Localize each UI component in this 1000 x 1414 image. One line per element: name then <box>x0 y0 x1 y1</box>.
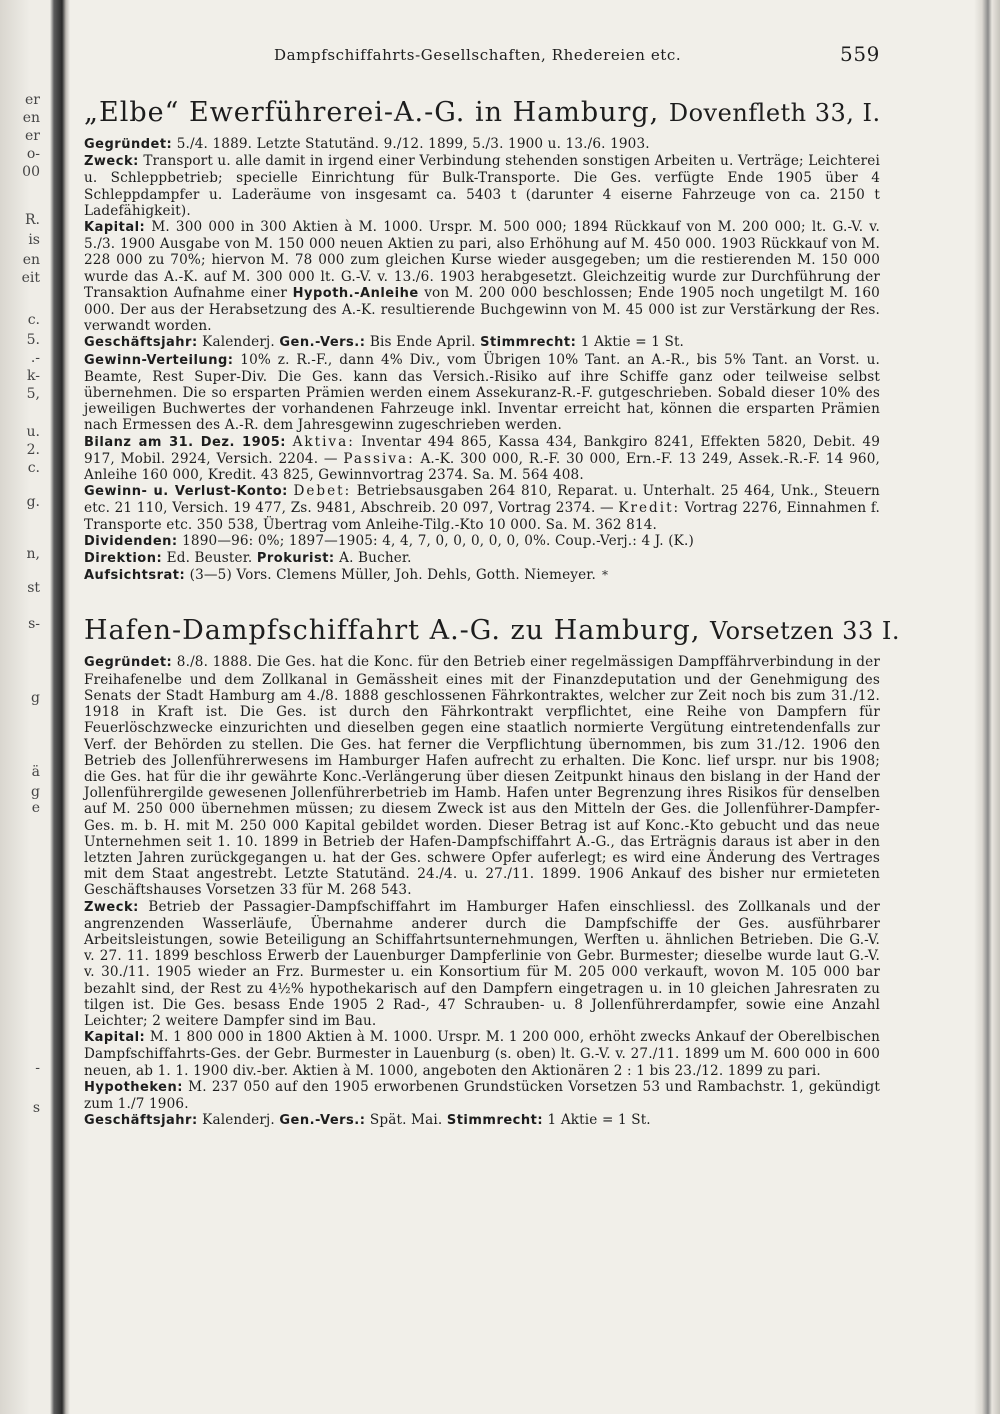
company-name: Hafen-Dampfschiffahrt A.-G. zu Hamburg, <box>84 615 701 647</box>
entry-paragraph <box>84 567 880 584</box>
entry-paragraph <box>84 219 880 334</box>
margin-fragment: 5, <box>26 386 40 402</box>
entry-paragraph <box>84 153 880 219</box>
field-text: Bis Ende April. <box>369 334 476 351</box>
field-label: Bilanz am 31. Dez. 1905: <box>84 434 286 450</box>
field-text: A. Bucher. <box>339 550 412 567</box>
margin-fragment: en <box>22 252 40 268</box>
subfield-label: Passiva: <box>343 450 415 467</box>
running-head <box>84 40 880 68</box>
field-label: Stimmrecht: <box>446 1113 544 1129</box>
field-text: 8./8. 1888. Die Ges. hat die Konc. für den Betrieb einer regelmässigen Dampffährverbindung in der Freihafenelbe und dem Zollkanal in Gemässheit eines mit der Finanzdeputation und der Genehmigung des Senats der Stadt Hamburg am 4./8. 1888 geschlossenen Fährkontraktes, welcher zur Zeit noch bis zum 31./12. 1918 in Kraft ist. Die Ges. ist durch den Fährkontrakt verpflichtet, eine Reihe von Dampfern für Feuerlöschzwecke einzurichten und dieselben gegen eine staatlich normierte Vergütung eintretendenfalls zur Verf. der Behörden zu stellen. Die Ges. hat ferner die Verpflichtung übernommen, bis zum 31./12. 1906 den Betrieb des Jollenführerwesens im Hamburger Hafen aufrecht zu erhalten. Die Konc. lief urspr. nur bis 1908; die Ges. hat für die ihr gewährte Konc.-Verlängerung über diesen Zeitpunkt hinaus den bislang in der Hand der Jollenführergilde gewesenen Jollenführerbetrieb im Hamb. Hafen unter Begrenzung ihres Risikos für denselben auf M. 250 000 übernehmen müssen; zu diesem Zweck ist aus den Mitteln der Ges. die Jollenführer-Dampfer-Ges. m. b. H. mit M. 250 000 Kapital gebildet worden. Dieser Betrag ist auf Konc.-Kto gebucht und das neue Unternehmen seit 1. 10. 1899 in Betrieb der Hafen-Dampfschiffahrt A.-G., das Erträgnis daraus ist aber in den letzten Jahren zurückgegangen u. hat der Ges. schwere Opfer auferlegt; es wird eine Änderung des Vertrages mit dem Staat angestrebt. Letzte Statutänd. 24./4. u. 27./11. 1899. 1906 Ankauf des bisher nur ermieteten Geschäftshauses Vorsetzen 33 für M. 268 543. <box>84 654 880 899</box>
field-text: Kalenderj. <box>202 334 275 351</box>
field-label: Kapital: <box>84 1030 146 1046</box>
field-label: Gen.-Vers.: <box>279 1113 366 1129</box>
margin-fragment: 2. <box>26 442 40 458</box>
margin-fragment: 5. <box>26 332 40 348</box>
margin-fragment: ä <box>31 764 40 780</box>
margin-fragment: st <box>27 580 40 596</box>
field-label: Direktion: <box>84 551 163 567</box>
margin-fragment: s- <box>28 616 40 632</box>
entry-paragraph <box>84 533 880 550</box>
margin-fragment: .- <box>30 350 40 366</box>
margin-fragment: er <box>25 92 40 108</box>
field-text: Betrieb der Passagier-Dampfschiffahrt im Hamburger Hafen einschliessl. des Zollkanals und der angrenzenden Wasserläufe, Übernahme anderer durch die Dampfschiffe der Ges. ausführbarer Arbeitsleistungen, sowie Beteiligung an Schiffahrtsunternehmungen, Werften u. ähnlichen Betrieben. Die G.-V. v. 27. 11. 1899 beschloss Erwerb der Lauenburger Dampferlinie von Gebr. Burmester; dieselbe wurde laut G.-V. v. 30./11. 1905 wieder an Frz. Burmester u. ein Konsortium für M. 205 000 verkauft, wovon M. 105 000 bar bezahlt sind, der Rest zu 4½% hypothekarisch auf den Dampfern eingetragen u. in 10 gleichen Jahresraten zu tilgen ist. Die Ges. besass Ende 1905 2 Rad-, 47 Schrauben- u. 8 Jollenführerdampfer, sowie eine Anzahl Leichter; 2 weitere Dampfer sind im Bau. <box>84 898 880 1029</box>
margin-fragment: en <box>22 110 40 126</box>
company-address: Vorsetzen 33 I. <box>710 617 900 646</box>
field-text: von M. 200 000 beschlossen; Ende 1905 noch ungetilgt M. 160 000. Der aus der Herabsetzung des A.-K. resultierende Buchgewinn von M. 45 000 ist zur Verstärkung der Res. verwandt worden. <box>84 284 880 335</box>
margin-fragment: s <box>32 1100 40 1116</box>
field-label: Hypotheken: <box>84 1079 183 1095</box>
field-text: A.-K. 300 000, R.-F. 30 000, Ern.-F. 13 249, Assek.-R.-F. 14 960, Anleihe 160 000, Kredit. 43 825, Gewinnvortrag 2374. Sa. M. 564 408. <box>84 450 880 484</box>
field-text: M. 1 800 000 in 1800 Aktien à M. 1000. Urspr. M. 1 200 000, erhöht zwecks Ankauf der Oberelbischen Dampfschiffahrts-Ges. der Gebr. Burmester in Lauenburg (s. oben) lt. G.-V. v. 27./11. 1899 um M. 600 000 in 600 neuen, ab 1. 1. 1900 div.-ber. Aktien à M. 1000, angeboten den Aktionären 2 : 1 bis 23./12. 1899 zu pari. <box>84 1029 880 1079</box>
margin-fragment: er <box>25 128 40 144</box>
page-edge-right <box>974 0 1000 1414</box>
entry-paragraph <box>84 550 880 567</box>
field-text: Inventar 494 865, Kassa 434, Bankgiro 8241, Effekten 5820, Debit. 49 917, Mobil. 2924, Versich. 2204. — <box>84 433 880 467</box>
margin-fragment: o- <box>26 146 40 162</box>
company-address: Dovenfleth 33, I. <box>668 99 881 127</box>
entry-paragraph <box>84 352 880 434</box>
field-label: Geschäftsjahr: <box>84 335 198 351</box>
footnote-mark: * <box>601 568 609 583</box>
field-text: 1890—96: 0%; 1897—1905: 4, 4, 7, 0, 0, 0, 0, 0, 0%. Coup.-Verj.: 4 J. (K.) <box>182 532 694 549</box>
page-content <box>84 40 900 1129</box>
field-text: Ed. Beuster. <box>166 550 253 567</box>
field-text: 10% z. R.-F., dann 4% Div., vom Übrigen 10% Tant. an A.-R., bis 5% Tant. an Vorst. u. Beamte, Rest Super-Div. Die Ges. kann das Versich.-Risiko auf ihre Schiffe ganz oder teilweise selbst übernehmen. Die so ersparten Prämien werden einem Assekuranz-R.-F. gutgeschrieben. Sobald dieser 10% des jeweiligen Buchwertes der vorhandenen Fahrzeuge inkl. Inventar erreicht hat, können die ersparten Prämien nach Ermessen des A.-R. dem Jahresgewinn zugeschrieben werden. <box>84 351 880 434</box>
field-label: Prokurist: <box>256 551 335 567</box>
field-label: Aufsichtsrat: <box>84 568 186 584</box>
margin-fragment: g. <box>26 494 40 510</box>
field-text: (3—5) Vors. Clemens Müller, Joh. Dehls, Gotth. Niemeyer. <box>189 567 596 584</box>
field-label: Geschäftsjahr: <box>84 1113 198 1129</box>
margin-fragment: g <box>31 784 40 800</box>
field-text: M. 300 000 in 300 Aktien à M. 1000. Urspr. M. 500 000; 1894 Rückkauf von M. 200 000; lt. G.-V. v. 5./3. 1900 Ausgabe von M. 150 000 neuen Aktien zu pari, also Erhöhung auf M. 450 000. 1903 Rückkauf von M. 228 000 zu 70%; hiervon M. 78 000 zum gleichen Kurse wieder ausgegeben; um die restierenden M. 150 000 wurde das A.-K. auf M. 300 000 lt. G.-V. v. 13./6. 1903 herabgesetzt. Gleichzeitig wurde zur Durchführung der Transaktion Aufnahme einer <box>84 219 880 301</box>
margin-fragment: - <box>35 1060 40 1076</box>
field-label: Stimmrecht: <box>480 335 577 351</box>
field-text: M. 237 050 auf den 1905 erworbenen Grundstücken Vorsetzen 53 und Rambachstr. 1, gekündigt zum 1./7 1906. <box>84 1078 880 1112</box>
field-label: Dividenden: <box>84 533 178 549</box>
field-label: Hypoth.-Anleihe <box>292 285 419 301</box>
margin-fragment: c. <box>27 312 40 328</box>
entry-paragraph <box>84 899 880 1030</box>
entry-body <box>84 136 880 584</box>
margin-fragment: R. <box>25 212 40 228</box>
entry-paragraph <box>84 483 880 533</box>
field-label: Zweck: <box>84 154 139 170</box>
margin-fragment: k- <box>27 368 40 384</box>
margin-fragment: e <box>31 800 40 816</box>
company-title <box>84 96 880 130</box>
subfield-label: Kredit: <box>618 500 681 517</box>
field-label: Kapital: <box>84 220 146 236</box>
company-entry-elbe <box>84 96 880 584</box>
entry-paragraph <box>84 1112 880 1129</box>
entry-paragraph <box>84 1029 880 1079</box>
company-name: „Elbe“ Ewerführerei-A.-G. in Hamburg, <box>84 97 660 128</box>
margin-fragment: n, <box>26 546 40 562</box>
page-number: 559 <box>840 42 880 66</box>
field-text: 5./4. 1889. Letzte Statutänd. 9./12. 1899, 5./3. 1900 u. 13./6. 1903. <box>176 136 650 152</box>
margin-fragment: eit <box>21 270 40 286</box>
field-text: 1 Aktie = 1 St. <box>547 1112 651 1129</box>
margin-fragment: g <box>31 690 40 706</box>
entry-paragraph <box>84 434 880 484</box>
company-title <box>84 614 900 648</box>
margin-fragment: 00 <box>22 164 40 180</box>
field-text: Kalenderj. <box>202 1112 275 1129</box>
field-text: Spät. Mai. <box>369 1112 443 1129</box>
subfield-label: Aktiva: <box>292 433 355 450</box>
entry-paragraph <box>84 654 880 898</box>
margin-fragment: c. <box>27 460 40 476</box>
field-label: Gegründet: <box>84 137 173 152</box>
company-entry-hafen <box>84 614 900 1129</box>
entry-paragraph <box>84 136 880 153</box>
field-label: Gewinn- u. Verlust-Konto: <box>84 484 288 500</box>
field-label: Gewinn-Verteilung: <box>84 352 234 368</box>
subfield-label: Debet: <box>293 483 352 500</box>
field-label: Zweck: <box>84 899 139 915</box>
running-head-title: Dampfschiffahrts-Gesellschaften, Rhedereien etc. <box>274 46 682 64</box>
margin-fragment: u. <box>26 424 40 440</box>
field-text: Betriebsausgaben 264 810, Reparat. u. Unterhalt. 25 464, Unk., Steuern etc. 21 110, Versich. 19 477, Zs. 9481, Abschreib. 20 097, Vortrag 2374. — <box>84 483 880 517</box>
field-label: Gegründet: <box>84 655 173 671</box>
entry-paragraph <box>84 1079 880 1112</box>
field-text: Vortrag 2276, Einnahmen f. Transporte etc. 350 538, Übertrag vom Anleihe-Tilg.-Kto 10 000. Sa. M. 362 814. <box>84 500 880 533</box>
field-label: Gen.-Vers.: <box>279 335 366 351</box>
entry-body <box>84 654 880 1129</box>
field-text: Transport u. alle damit in irgend einer Verbindung stehenden sonstigen Arbeiten u. Verträge; Leichterei u. Schleppbetrieb; specielle Einrichtung für Bulk-Transporte. Die Ges. verfügte Ende 1905 über 4 Schleppdampfer u. Laderäume von insgesamt ca. 5403 t (darunter 4 eiserne Fahrzeuge von ca. 2150 t Ladefähigkeit). <box>84 153 880 219</box>
margin-fragment: is <box>28 232 40 248</box>
field-text: 1 Aktie = 1 St. <box>580 334 685 351</box>
entry-paragraph <box>84 334 880 351</box>
